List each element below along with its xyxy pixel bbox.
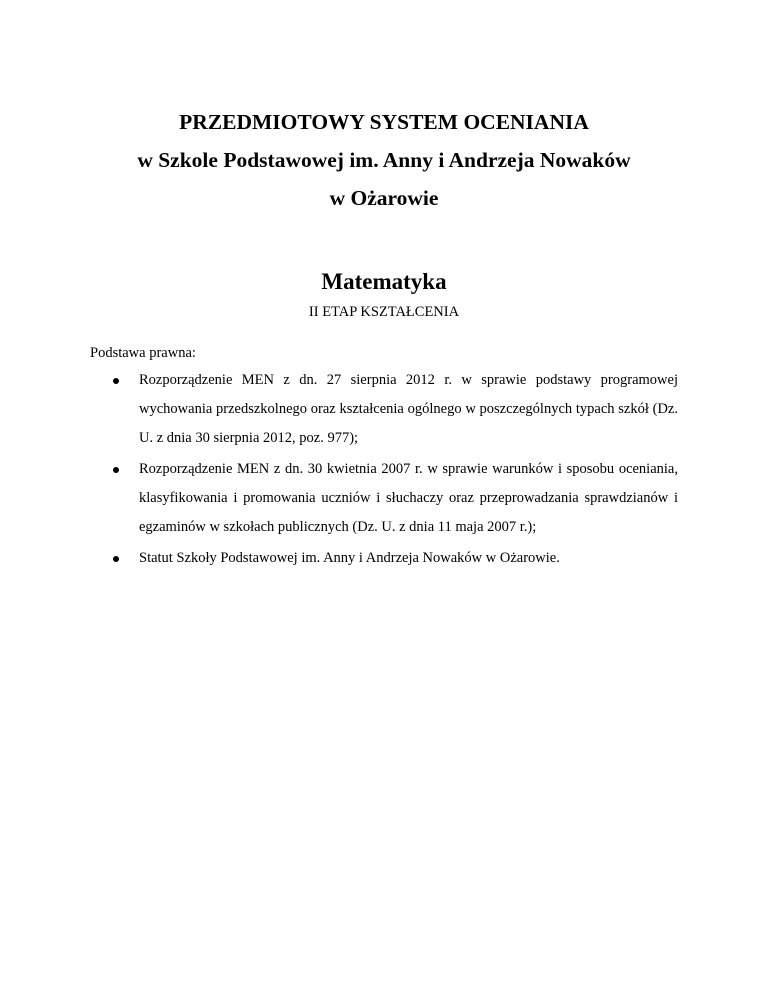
legal-basis-item-text: Rozporządzenie MEN z dn. 27 sierpnia 2012 r. w sprawie podstawy programowej wychowania przedszkolnego oraz kształcenia ogólnego w poszczególnych typach szkół (Dz. U. z dnia 30 sierpnia 2012, poz. 977); — [139, 372, 678, 446]
document-title-line-3: w Ożarowie — [329, 186, 439, 210]
list-item — [90, 544, 678, 573]
legal-basis-item-text: Rozporządzenie MEN z dn. 30 kwietnia 2007 r. w sprawie warunków i sposobu oceniania, klasyfikowania i promowania uczniów i słuchaczy oraz przeprowadzania sprawdzianów i egzaminów w szkołach publicznych (Dz. U. z dnia 11 maja 2007 r.); — [139, 461, 678, 535]
education-stage: II ETAP KSZTAŁCENIA — [308, 304, 460, 320]
bullet-icon — [113, 378, 119, 384]
legal-basis-item-text: Statut Szkoły Podstawowej im. Anny i Andrzeja Nowaków w Ożarowie. — [139, 550, 560, 566]
list-item — [90, 455, 678, 542]
list-item — [90, 366, 678, 453]
legal-basis-heading: Podstawa prawna: — [90, 345, 196, 361]
legal-basis-list — [90, 366, 678, 575]
subject-heading: Matematyka — [321, 269, 447, 294]
document-title-line-2: w Szkole Podstawowej im. Anny i Andrzeja Nowaków — [137, 148, 631, 172]
document-title-line-1: PRZEDMIOTOWY SYSTEM OCENIANIA — [179, 110, 589, 134]
bullet-icon — [113, 556, 119, 562]
bullet-icon — [113, 467, 119, 473]
